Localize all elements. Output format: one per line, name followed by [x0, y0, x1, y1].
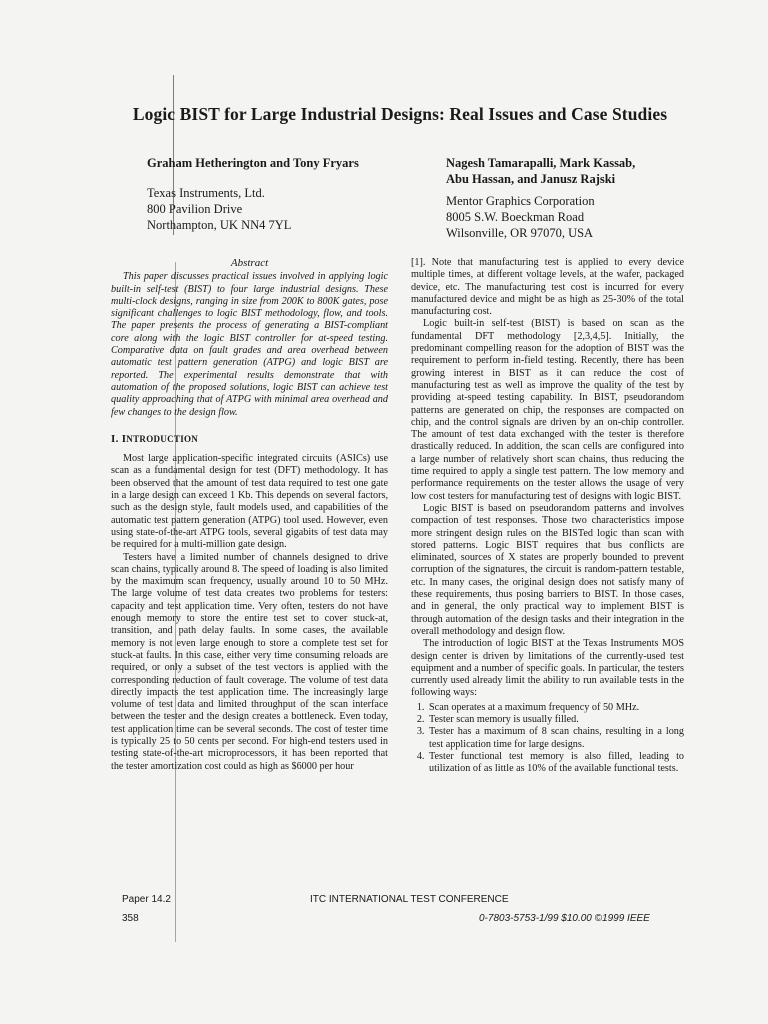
author-names: [446, 155, 706, 187]
list-item: 1. Scan operates at a maximum frequency of 50 MHz.: [427, 702, 684, 714]
section-title-rest: NTRODUCTION: [126, 433, 199, 444]
authors-left: [147, 155, 407, 233]
list-item: 2. Tester scan memory is usually filled.: [427, 714, 684, 726]
author-name-line: Abu Hassan, and Janusz Rajski: [446, 172, 616, 186]
paragraph: Logic BIST is based on pseudorandom patterns and involves compaction of test responses. Those two characteristics impose more stringent design rules on the BISTed logic than scan with stored patterns. Logic BIST requires that bus conflicts are eliminated, sources of X states are properly bounded to prevent corruption of the signatures, the circuit is random-pattern testable, etc. In many cases, the original design does not satisfy many of these requirements, thus posing barriers to BIST. In those cases, and in general, the only practical way to implement BIST is through automation of the design tasks and their integration in the overall methodology and design flow.: [411, 502, 684, 637]
left-column: [111, 257, 388, 773]
author-affiliation: [147, 185, 407, 233]
author-name-line: Graham Hetherington and Tony Fryars: [147, 156, 359, 170]
paragraph: [1]. Note that manufacturing test is applied to every device multiple times, at different voltage levels, at the wafer, packaged device, etc. The manufacturing test cost is incurred for every manufactured device and might be as high as 25-30% of the total manufacturing cost.: [411, 257, 684, 318]
section-number: I.: [111, 432, 119, 445]
affiliation-line: Wilsonville, OR 97070, USA: [446, 226, 594, 240]
footer-paper-number: Paper 14.2: [122, 894, 171, 905]
footer-conference: ITC INTERNATIONAL TEST CONFERENCE: [310, 894, 509, 905]
footer-isbn: 0-7803-5753-1/99 $10.00 ©1999 IEEE: [479, 913, 650, 924]
affiliation-line: Mentor Graphics Corporation: [446, 194, 595, 208]
abstract-text: This paper discusses practical issues involved in applying logic built-in self-test (BIST) to four large industrial designs. These multi-clock designs, ranging in size from 200K to 800K gates, pose significant challenges to logic BIST methodology, flow, and tools. The paper presents the process of generating a BIST-compliant core along with the logic BIST controller for at-speed testing. Comparative data on fault grades and area overhead between automatic test pattern generation (ATPG) and logic BIST are reported. The experimental results demonstrate that with automation of the proposed solutions, logic BIST can achieve test quality approaching that of ATPG with minimal area overhead and few changes to the design flow.: [111, 271, 388, 418]
right-column: [411, 257, 684, 775]
paragraph: Most large application-specific integrated circuits (ASICs) use scan as a fundamental design for test (DFT) methodology. It has been observed that the amount of test data required to test one gate in a large design can exceed 1 Kb. This depends on several factors, such as the design style, fault models used, and capabilities of the automatic test pattern generation (ATPG) tool used. However, even using state-of-the-art ATPG tools, several gigabits of test data may be required for a multi-million gate design.: [111, 453, 388, 551]
section-heading-introduction: [111, 433, 388, 445]
authors-right: [446, 155, 706, 241]
author-affiliation: [446, 193, 706, 241]
author-names: [147, 155, 407, 171]
paragraph: Logic built-in self-test (BIST) is based on scan as the fundamental DFT methodology [2,3,4,5]. Initially, the predominant compelling reason for the adoption of BIST was the requirement to perform in-field testing. Recently, there has been growing interest in BIST as it can reduce the cost of manufacturing test as well as improve the quality of the test by providing at-speed testing capability. In BIST, pseudorandom patterns are generated on chip, the responses are compacted on chip, and the control signals are driven by an on-chip controller. The amount of test data exchanged with the tester is therefore drastically reduced. In addition, the scan cells are configured into a large number of relatively short scan chains, thus reducing the time required to apply a single test pattern. The low memory and performance requirements on the tester allows the usage of very low cost testers for manufacturing test of designs with logic BIST.: [411, 318, 684, 502]
paragraph: The introduction of logic BIST at the Texas Instruments MOS design center is driven by limitations of the currently-used test equipment and a number of specific goals. In particular, the testers currently used already limit the ability to run available tests in the following ways:: [411, 638, 684, 699]
author-name-line: Nagesh Tamarapalli, Mark Kassab,: [446, 156, 636, 170]
footer-page-number: 358: [122, 913, 139, 924]
abstract-heading: Abstract: [230, 257, 269, 269]
limitations-list: [411, 702, 684, 776]
affiliation-line: Texas Instruments, Ltd.: [147, 186, 265, 200]
paper-title: Logic BIST for Large Industrial Designs: Real Issues and Case Studies: [132, 104, 668, 124]
affiliation-line: Northampton, UK NN4 7YL: [147, 218, 292, 232]
section-title-initial: I: [121, 432, 127, 445]
affiliation-line: 8005 S.W. Boeckman Road: [446, 210, 585, 224]
list-item: 3. Tester has a maximum of 8 scan chains, resulting in a long test application time for large designs.: [427, 726, 684, 751]
paragraph: Testers have a limited number of channels designed to drive scan chains, typically around 8. The speed of loading is also limited by the maximum scan frequency, usually around 10 to 50 MHz. The large volume of test data creates two problems for testers: capacity and test application time. Very often, testers do not have enough memory to store the entire test set to cover stuck-at, transition, and path delay faults. In some cases, the available memory is not even large enough to store a complete test set for stuck-at faults. In this case, either very time consuming reloads are required, or only a subset of the test vectors is applied with the corresponding reduction of fault coverage. The volume of test data directly impacts the test application time. The increasingly large volume of test data and limited throughput of the scan interface between the tester and the design creates a bottleneck. Even today, test application time can be several seconds. The cost of tester time is typically 25 to 50 cents per second. For high-end testers used in testing state-of-the-art microprocessors, it has been reported that the tester amortization cost could as high as $6000 per hour: [111, 551, 388, 772]
list-item: 4. Tester functional test memory is also filled, leading to utilization of as little as 10% of the available functional tests.: [427, 751, 684, 776]
affiliation-line: 800 Pavilion Drive: [147, 202, 243, 216]
